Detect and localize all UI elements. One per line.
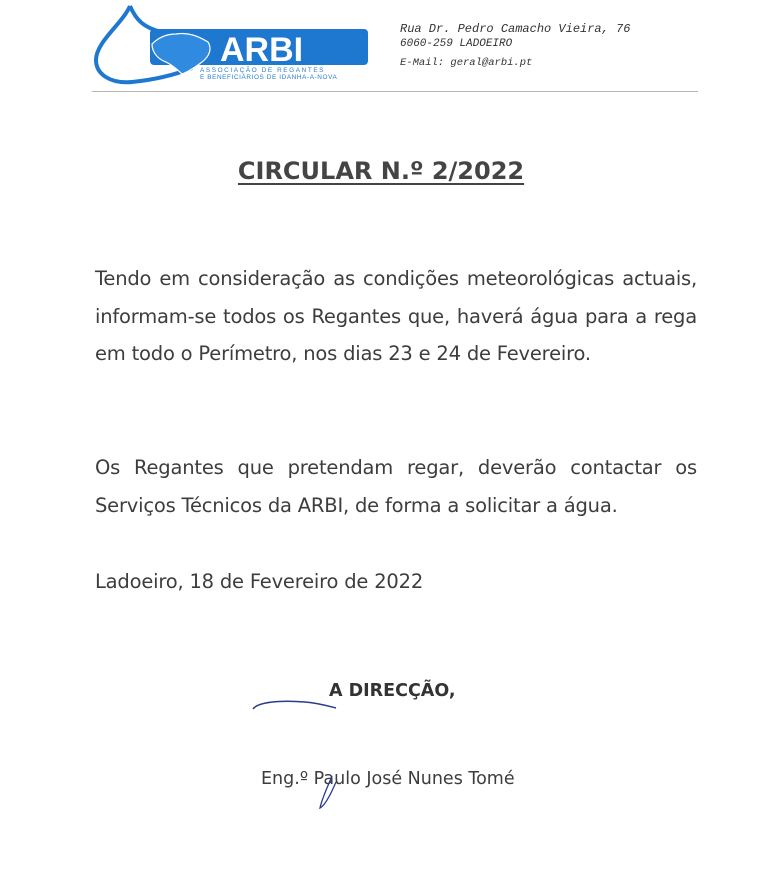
address-email: E-Mail: geral@arbi.pt bbox=[400, 57, 533, 69]
signature-mark-icon bbox=[312, 772, 342, 812]
signer-name: Eng.º Paulo José Nunes Tomé bbox=[261, 769, 515, 789]
header-divider bbox=[92, 91, 698, 92]
address-postal: 6060-259 LADOEIRO bbox=[400, 38, 513, 50]
logo-text: ARBI bbox=[220, 31, 304, 69]
body-paragraph-1: Tendo em consideração as condições meteorológicas actuais, informam-se todos os Regantes que, haverá água para a rega em todo o Perímetro, nos dias 23 e 24 de Fevereiro. bbox=[95, 267, 697, 365]
place-date: Ladoeiro, 18 de Fevereiro de 2022 bbox=[95, 570, 424, 593]
document-title bbox=[0, 157, 762, 185]
address-street: Rua Dr. Pedro Camacho Vieira, 76 bbox=[400, 22, 631, 36]
body-paragraph-2: Os Regantes que pretendam regar, deverão contactar os Serviços Técnicos da ARBI, de forma a solicitar a água. bbox=[95, 456, 697, 517]
address-block bbox=[400, 21, 630, 70]
signature-stroke-icon bbox=[250, 694, 340, 714]
arbi-logo bbox=[92, 4, 372, 86]
logo-subtitle-line2: E BENEFICIÁRIOS DE IDANHA-A-NOVA bbox=[200, 74, 338, 81]
closing-direccao: A DIRECÇÃO, bbox=[329, 681, 456, 701]
logo-subtitle-line1: ASSOCIAÇÃO DE REGANTES bbox=[200, 67, 326, 74]
document-title-text: CIRCULAR N.º 2/2022 bbox=[237, 157, 525, 185]
letterhead bbox=[92, 4, 698, 92]
